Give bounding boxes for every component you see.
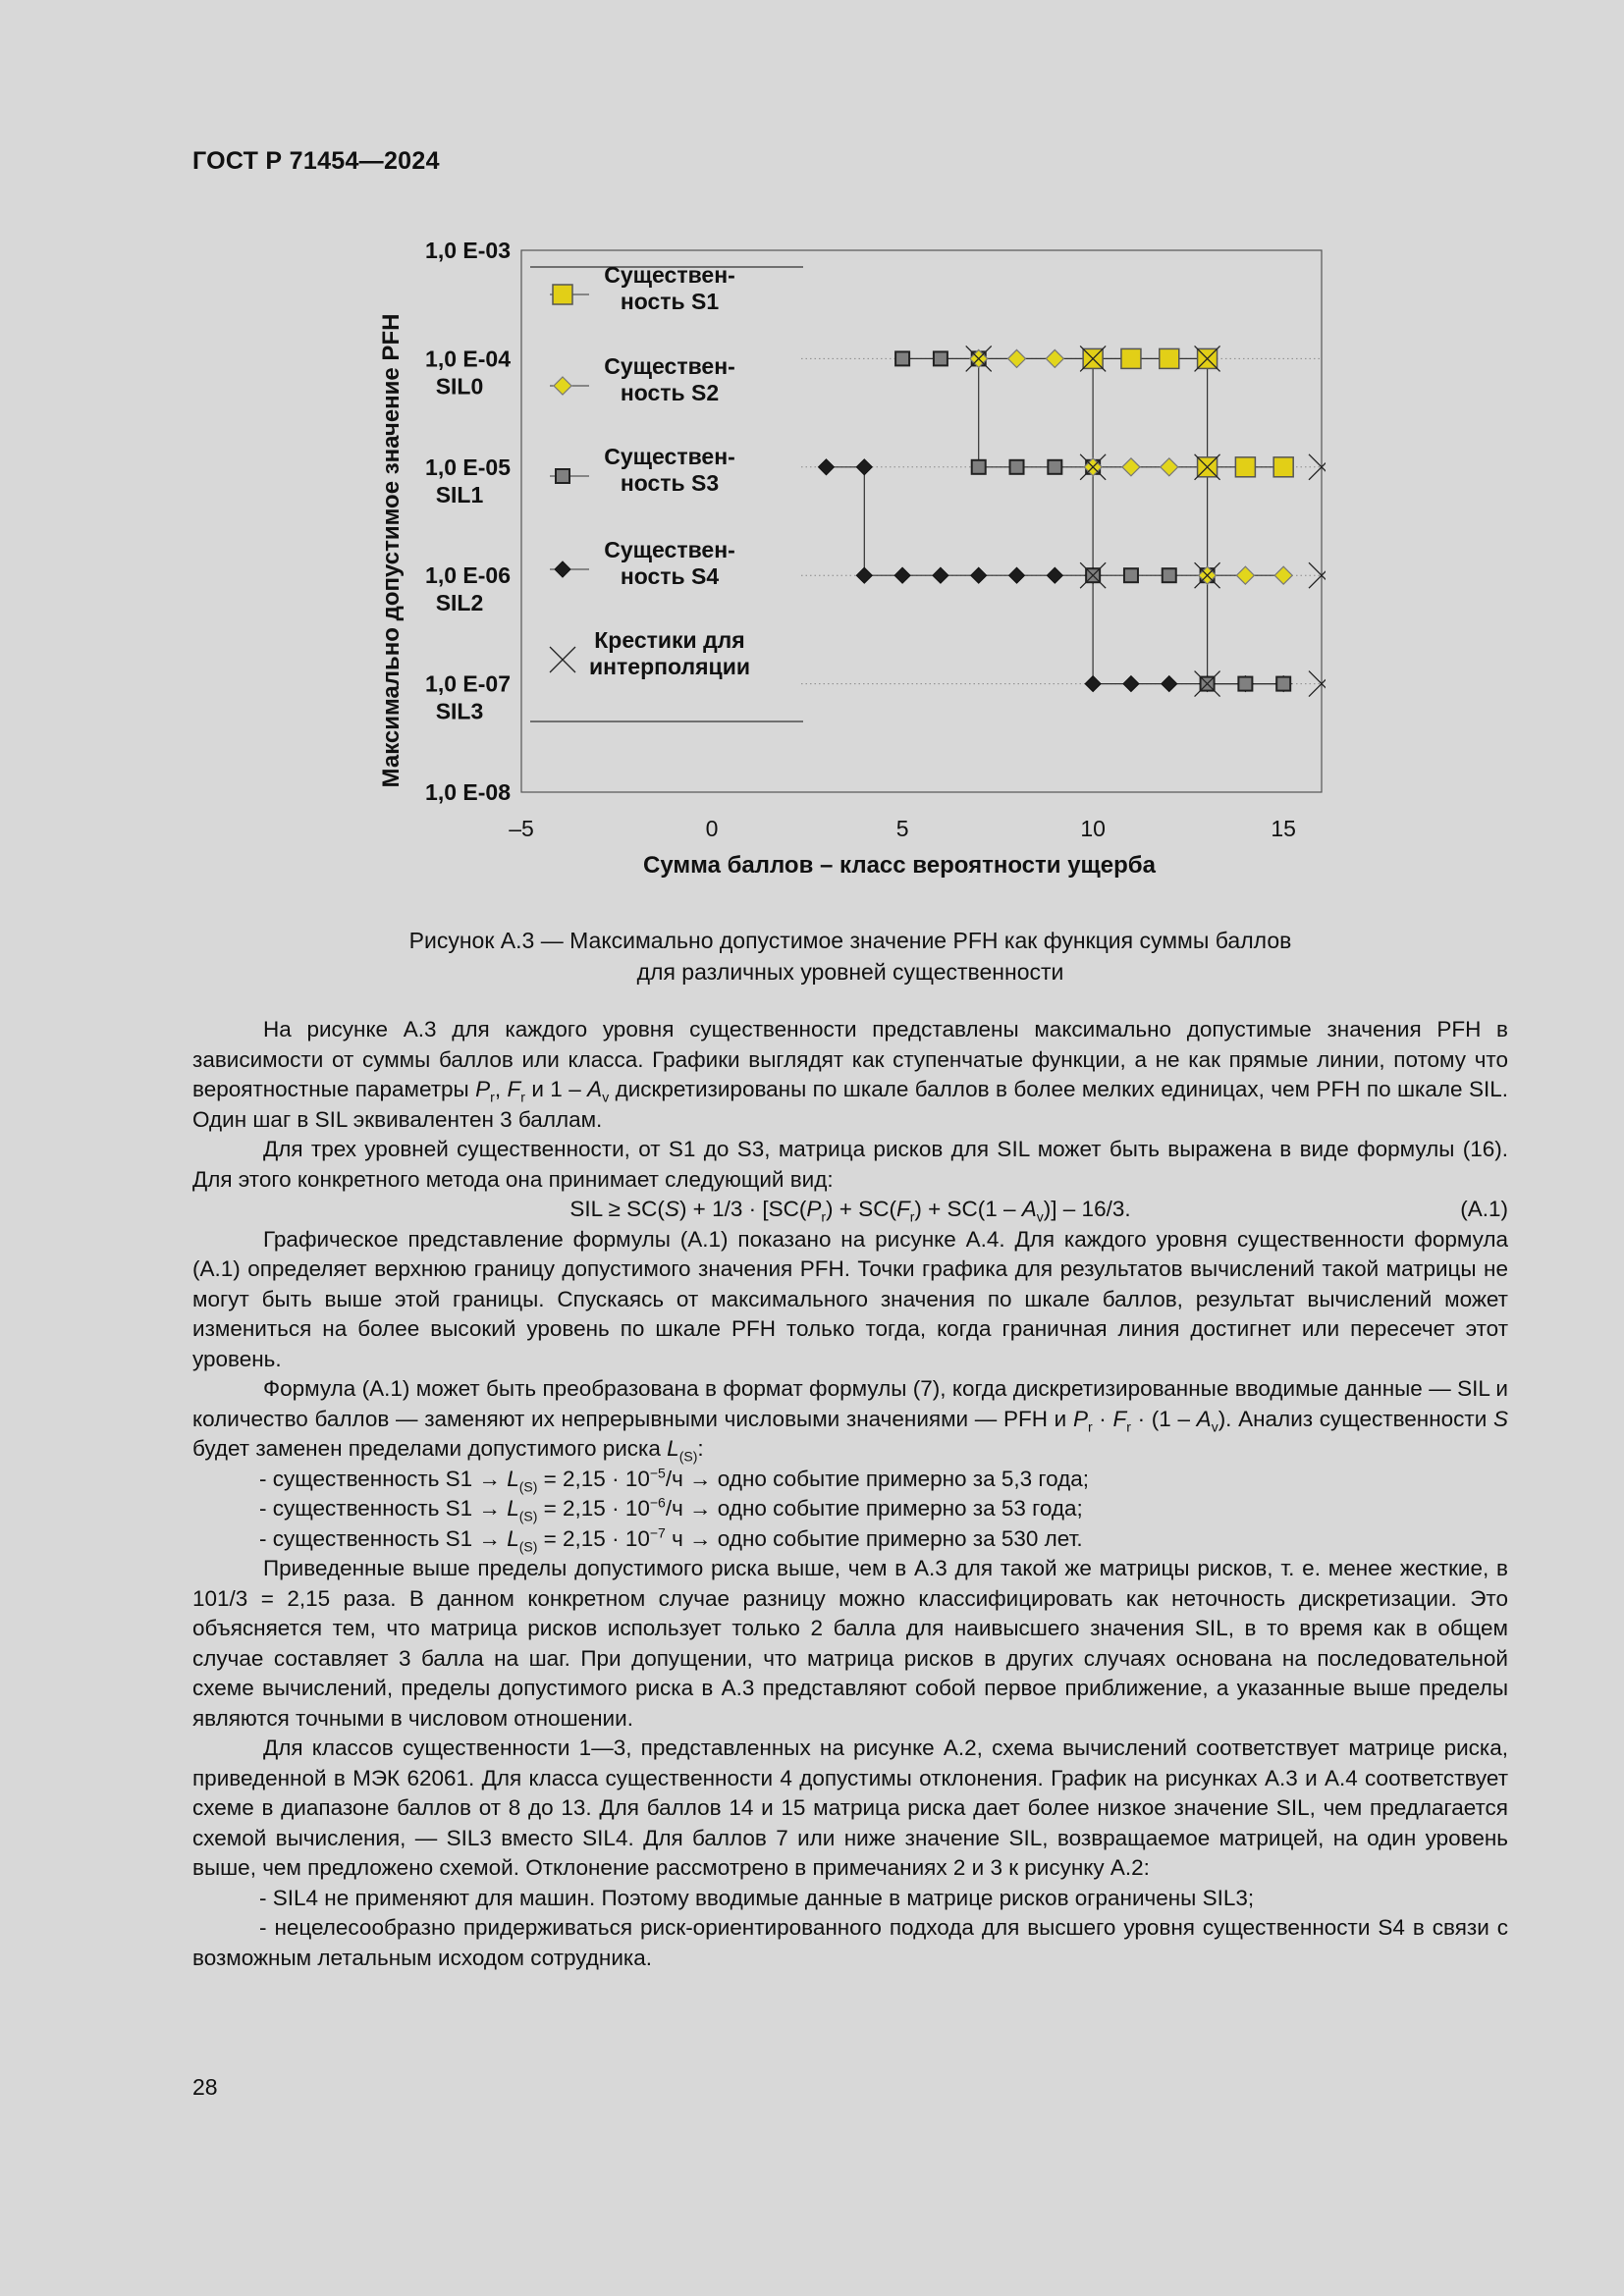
list-item-1: - существенность $S1 \to L_{(S)} = 2,15 \cdot 10^{-5}/ч$ → одно событие примерно за 5,3 года; xyxy=(259,1465,1090,1494)
x-tick-label: 15 xyxy=(1271,816,1296,841)
data-point xyxy=(1276,677,1290,691)
y-tick-label: 1,0 E-07 xyxy=(425,670,511,697)
legend-marker xyxy=(553,285,572,304)
x-tick-label: –5 xyxy=(509,816,534,841)
list-item-4: - SIL4 не применяют для машин. Поэтому вводимые данные в матрице рисков ограничены SIL3; xyxy=(259,1885,1255,1910)
data-point xyxy=(934,351,947,365)
y-tick-sil-label: SIL1 xyxy=(435,481,484,507)
page-number: 28 xyxy=(192,2074,218,2100)
legend-label: Существен-ность S2 xyxy=(604,353,735,405)
caption-line-1: Рисунок А.3 — Максимально допустимое значение PFH как функция суммы баллов xyxy=(408,928,1292,953)
data-point xyxy=(1160,348,1179,368)
paragraph-1: На рисунке А.3 для каждого уровня существенности представлены максимально допустимые значения PFH в зависимости от суммы баллов или класса. Графики выглядят как ступенчатые функции, а не как прямые линии, потому что вероятностные параметры $P_r$, $F_r$ и $1 - A_v$ дискретизированы по шкале баллов в более мелких единицах, чем PFH по шкале SIL. Один шаг в SIL эквивалентен 3 баллам. xyxy=(192,1017,1508,1132)
paragraph-3: Графическое представление формулы (А.1) показано на рисунке А.4. Для каждого уровня существенности формула (А.1) определяет верхнюю границу допустимого значения PFH. Точки графика для результатов вычислений такой матрицы не могут быть выше этой границы. Спускаясь от максимального значения по шкале баллов, результат вычислений может измениться на более высокий уровень по шкале PFH только тогда, когда граничная линия достигнет или пересечет этот уровень. xyxy=(192,1226,1508,1371)
figure-caption xyxy=(192,925,1508,988)
y-tick-label: 1,0 E-08 xyxy=(425,779,511,805)
pfh-chart xyxy=(353,231,1326,908)
y-tick-sil-label: SIL3 xyxy=(435,698,484,724)
x-tick-label: 10 xyxy=(1080,816,1106,841)
data-point xyxy=(1048,460,1061,474)
legend-label: Существен-ность S1 xyxy=(604,262,735,314)
paragraph-5: Приведенные выше пределы допустимого риска выше, чем в А.3 для такой же матрицы рисков, т. е. менее жесткие, в 101/3 = 2,15 раза. В данном конкретном случае разницу можно классифицировать как неточность дискретизации. Это объясняется тем, что матрица рисков использует только 2 балла для наивысшего значения SIL, в то время как в общем случае составляет 3 балла на шаг. При допущении, что матрица рисков в других случаях основана на последовательной схеме вычислений, пределы допустимого риска в А.3 представляют собой первое приближение, а указанные выше пределы являются точными в числовом отношении. xyxy=(192,1556,1508,1731)
x-tick-label: 0 xyxy=(705,816,719,841)
y-tick-sil-label: SIL0 xyxy=(435,373,484,400)
formula-number: (А.1) xyxy=(1460,1197,1508,1221)
y-tick-sil-label: SIL2 xyxy=(435,590,484,616)
data-point xyxy=(1010,460,1024,474)
data-point xyxy=(1273,457,1293,477)
y-tick-label: 1,0 E-03 xyxy=(425,238,511,263)
list-item-5: - нецелесообразно придерживаться риск-ориентированного подхода для высшего уровня существенности S4 в связи с возможным летальным исходом сотрудника. xyxy=(192,1915,1508,1970)
legend-label: Существен-ность S4 xyxy=(604,537,735,589)
x-axis-title: Сумма баллов – класс вероятности ущерба xyxy=(643,852,1156,879)
data-point xyxy=(1124,568,1138,582)
data-point xyxy=(972,460,986,474)
plot-area xyxy=(521,250,1322,792)
list-item-3: - существенность $S1 \to L_{(S)} = 2,15 \cdot 10^{-7}$ ч → одно событие примерно за 530 лет. xyxy=(259,1524,1083,1554)
paragraph-2: Для трех уровней существенности, от S1 до S3, матрица рисков для SIL может быть выражена в виде формулы (16). Для этого конкретного метода она принимает следующий вид: xyxy=(192,1137,1508,1192)
paragraph-6: Для классов существенности 1—3, представленных на рисунке А.2, схема вычислений соответствует матрице риска, приведенной в МЭК 62061. Для класса существенности 4 допустимы отклонения. График на рисунках А.3 и А.4 соответствует схеме в диапазоне баллов от 8 до 13. Для баллов 14 и 15 матрица риска дает более низкое значение SIL, чем предлагается схемой вычисления, — SIL3 вместо SIL4. Для баллов 7 или ниже значение SIL, возвращаемое матрицей, на один уровень выше, чем предложено схемой. Отклонение рассмотрено в примечаниях 2 и 3 к рисунку А.2: xyxy=(192,1735,1508,1880)
y-tick-label: 1,0 E-06 xyxy=(425,562,511,589)
document-header: ГОСТ Р 71454—2024 xyxy=(192,147,440,175)
data-point xyxy=(1163,568,1176,582)
data-point xyxy=(1238,677,1252,691)
legend-marker xyxy=(556,469,569,483)
body-text xyxy=(192,1015,1508,1973)
y-tick-label: 1,0 E-04 xyxy=(425,346,511,372)
x-tick-label: 5 xyxy=(895,816,909,841)
y-tick-label: 1,0 E-05 xyxy=(425,454,511,480)
legend-label: Существен-ность S3 xyxy=(604,444,735,496)
data-point xyxy=(1235,457,1255,477)
y-axis-title: Максимально допустимое значение PFH xyxy=(378,313,405,788)
paragraph-4: Формула (А.1) может быть преобразована в формат формулы (7), когда дискретизированные вводимые данные — SIL и количество баллов — заменяют их непрерывными числовыми значениями — PFH и $P_r \cdot F_r \cdot (1 - A_v)$. Анализ существенности S будет заменен пределами допустимого риска $L_{(S)}$: xyxy=(192,1376,1508,1465)
list-item-2: - существенность $S1 \to L_{(S)} = 2,15 \cdot 10^{-6}/ч$ → одно событие примерно за 53 года; xyxy=(259,1494,1083,1524)
legend-label: Крестики для интерполяции xyxy=(589,627,750,679)
caption-line-2: для различных уровней существенности xyxy=(636,959,1064,985)
formula-a1: SIL ≥ $SC(S) + 1/3 \cdot [SC(P_r) + SC(F_r) + SC(1 - A_v)] - 16/3$. (А.1) xyxy=(569,1197,1508,1225)
data-point xyxy=(1121,348,1141,368)
data-point xyxy=(895,351,909,365)
